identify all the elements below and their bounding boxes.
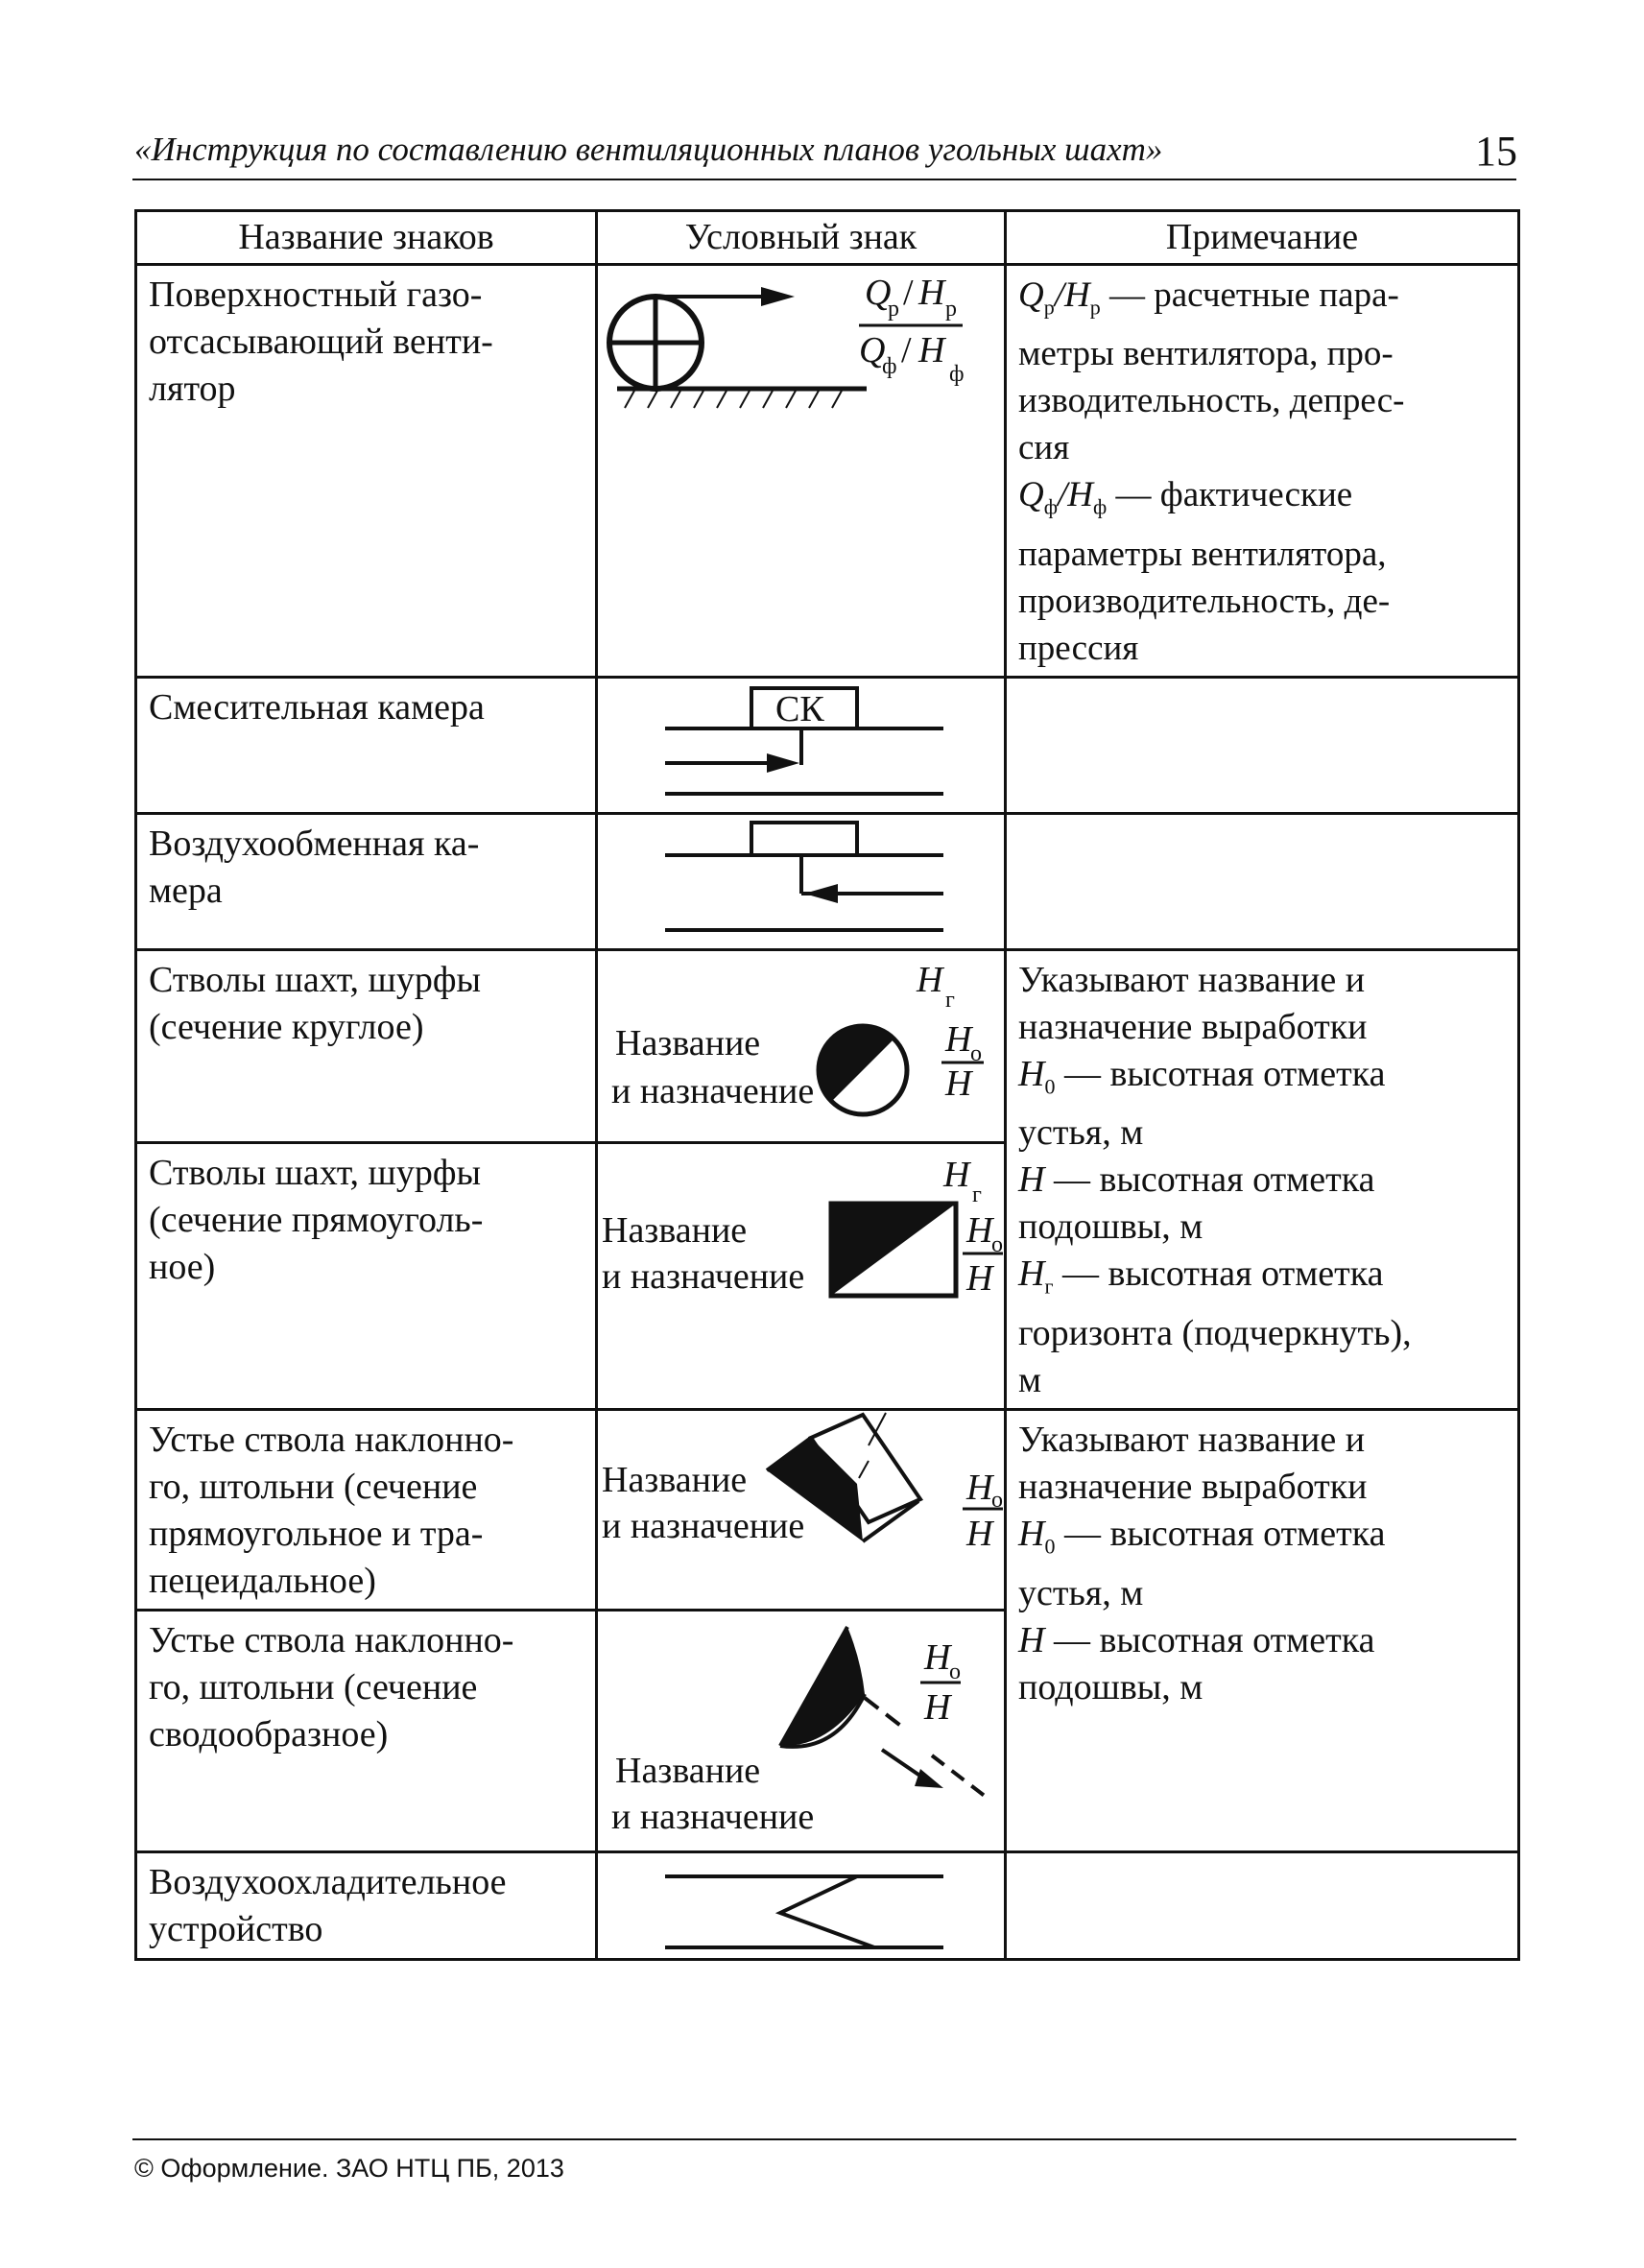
shaft-rectangular-symbol [598,1144,1004,1396]
svg-text:/: / [903,273,914,313]
row-name: Воздухоохладительное устройство [136,1851,597,1959]
row-name: Устье ствола наклонно- го, штольни (сечение прямоугольное и тра- пецеидальное) [136,1409,597,1610]
row-name: Смесительная камера [136,677,597,813]
inclined-arched-symbol [598,1611,1004,1853]
inclined-arched-h: H [924,1686,951,1728]
column-header-name: Название знаков [136,211,597,265]
fan-h-design: H [918,273,945,313]
table-row-mixing-chamber [136,677,1519,813]
inclined-rectangular-symbol [598,1411,1004,1611]
shaft-round-h0-sub: о [970,1040,982,1066]
row-name: Стволы шахт, шурфы (сечение прямоуголь- ное) [136,1143,597,1410]
symbol-cell [597,1143,1006,1410]
inclined-rect-h0: H [966,1467,993,1508]
shaft-rect-h0-sub: о [991,1232,1003,1258]
inclined-arched-label1: Название [615,1750,761,1791]
inclined-arched-label2: и назначение [611,1796,815,1837]
row-note-inclined: Указывают название и назначение выработки $H_0$ — высотная отметка устья, м H — высотная отметка подошвы, м [1006,1409,1519,1851]
shaft-round-hg-sub: г [945,987,955,1013]
shaft-round-h: H [945,1062,972,1104]
page-number: 15 [1475,128,1517,175]
shaft-rect-hg-sub: г [972,1182,982,1208]
fan-q-design-sub: р [888,297,899,322]
footer-rule [132,2138,1516,2140]
symbol-cell [597,677,1006,813]
row-note: $Q_р/H_р$ — расчетные пара- метры вентилятора, про- изводительность, депрес- сия $Q_ф/H_ф$ — фактические параметры вентилятора, производительность, де- прессия [1006,265,1519,678]
copyright-footer: © Оформление. ЗАО НТЦ ПБ, 2013 [134,2154,564,2183]
air-exchange-chamber-symbol [598,815,1004,951]
signs-table [134,209,1520,1961]
shaft-round-h0: H [945,1018,972,1060]
shaft-rect-h0: H [966,1210,993,1252]
column-header-symbol: Условный знак [597,211,1006,265]
row-name: Воздухообменная ка- мера [136,813,597,949]
shaft-rect-hg: H [943,1155,970,1196]
table-row-air-exchange-chamber [136,813,1519,949]
symbol-cell [597,813,1006,949]
shaft-round-label1: Название [615,1022,761,1063]
mixing-chamber-symbol [598,679,1004,815]
table-row-inclined-rectangular [136,1409,1519,1610]
table-row-shaft-round [136,949,1519,1142]
fan-h-design-sub: р [945,297,957,322]
row-name: Поверхностный газо- отсасывающий венти- лятор [136,265,597,678]
symbol-cell [597,949,1006,1142]
fan-h-actual: H [918,330,945,370]
row-name: Устье ствола наклонно- го, штольни (сечение сводообразное) [136,1610,597,1851]
shaft-rect-h: H [966,1258,993,1300]
table-header-row [136,211,1519,265]
row-name: Стволы шахт, шурфы (сечение круглое) [136,949,597,1142]
table-row-air-cooler [136,1851,1519,1959]
svg-text:/: / [901,330,912,370]
column-header-note: Примечание [1006,211,1519,265]
shaft-rect-label1: Название [602,1210,748,1252]
header-rule [132,179,1516,180]
table-row-fan [136,265,1519,678]
shaft-rect-label2: и назначение [602,1256,805,1298]
symbol-cell [597,1610,1006,1851]
shaft-round-label2: и назначение [611,1070,815,1111]
row-note [1006,677,1519,813]
mixing-chamber-label: СК [775,688,824,729]
air-cooler-symbol [598,1853,1004,1961]
inclined-arched-h0-sub: о [949,1659,961,1684]
fan-q-actual-sub: ф [882,354,897,379]
inclined-rect-h: H [966,1513,993,1554]
fan-q-design: Q [865,273,892,313]
inclined-rect-h0-sub: о [991,1487,1003,1513]
row-note [1006,813,1519,949]
shaft-round-symbol [598,951,1004,1134]
symbol-cell [597,1851,1006,1959]
symbol-cell [597,265,1006,678]
row-note-shafts: Указывают название и назначение выработки $H_0$ — высотная отметка устья, м H — высотная отметка подошвы, м $H_г$ — высотная отметка горизонта (подчеркнуть), м [1006,949,1519,1409]
shaft-round-hg: H [917,959,943,1000]
fan-q-actual: Q [859,330,886,370]
fan-symbol [598,266,1004,659]
inclined-arched-h0: H [924,1636,951,1678]
fan-h-actual-sub: ф [949,362,965,387]
inclined-rect-label2: и назначение [602,1505,805,1546]
symbol-cell [597,1409,1006,1610]
row-note [1006,1851,1519,1959]
page-header-title: «Инструкция по составлению вентиляционных планов угольных шахт» [134,131,1163,168]
inclined-rect-label1: Название [602,1459,748,1500]
